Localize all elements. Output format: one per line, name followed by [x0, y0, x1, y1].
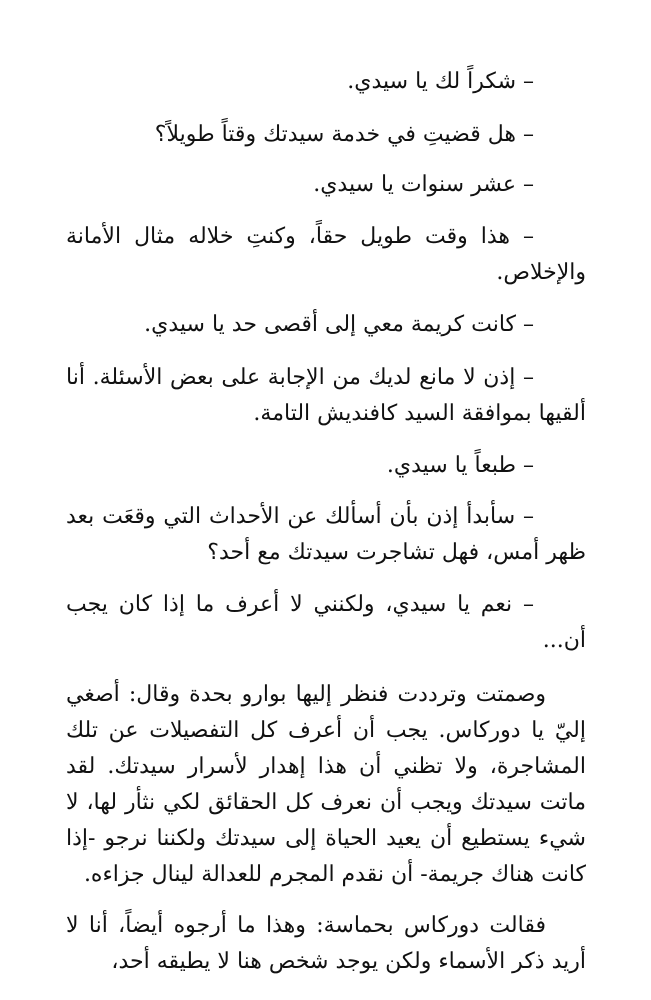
narration-paragraph: وصمتت وترددت فنظر إليها بوارو بحدة وقال: أصغي إليّ يا دوركاس. يجب أن أعرف كل التفصيلات عن تلك المشاجرة، ولا تظني أن هذا إهدار لأسرار سيدتك. لقد ماتت سيدتك ويجب أن نعرف كل الحقائق لكي نثأر لها، لا شيء يستطيع أن يعيد الحياة إلى سيدتك ولكننا نرجو -إذا كانت هناك جريمة- أن نقدم المجرم للعدالة لينال جزاءه.: [66, 682, 586, 887]
dialogue-line: – هل قضيتِ في خدمة سيدتك وقتاً طويلاً؟: [154, 122, 534, 147]
dialogue-line: – شكراً لك يا سيدي.: [347, 69, 534, 94]
dialogue-line: – عشر سنوات يا سيدي.: [313, 172, 534, 197]
narration-paragraph: فقالت دوركاس بحماسة: وهذا ما أرجوه أيضاً، أنا لا أريد ذكر الأسماء ولكن يوجد شخص هنا لا يطيقه أحد،: [66, 913, 586, 974]
dialogue-line: – سأبدأ إذن بأن أسألك عن الأحداث التي وقعَت بعد ظهر أمس، فهل تشاجرت سيدتك مع أحد؟: [66, 504, 586, 565]
dialogue-line: – كانت كريمة معي إلى أقصى حد يا سيدي.: [144, 312, 534, 337]
dialogue-line: – إذن لا مانع لديك من الإجابة على بعض الأسئلة. أنا ألقيها بموافقة السيد كافنديش التامة.: [66, 365, 586, 426]
dialogue-line: – هذا وقت طويل حقاً، وكنتِ خلاله مثال الأمانة والإخلاص.: [66, 224, 586, 285]
dialogue-line: – طبعاً يا سيدي.: [386, 453, 534, 478]
dialogue-line: – نعم يا سيدي، ولكنني لا أعرف ما إذا كان يجب أن...: [66, 592, 586, 653]
